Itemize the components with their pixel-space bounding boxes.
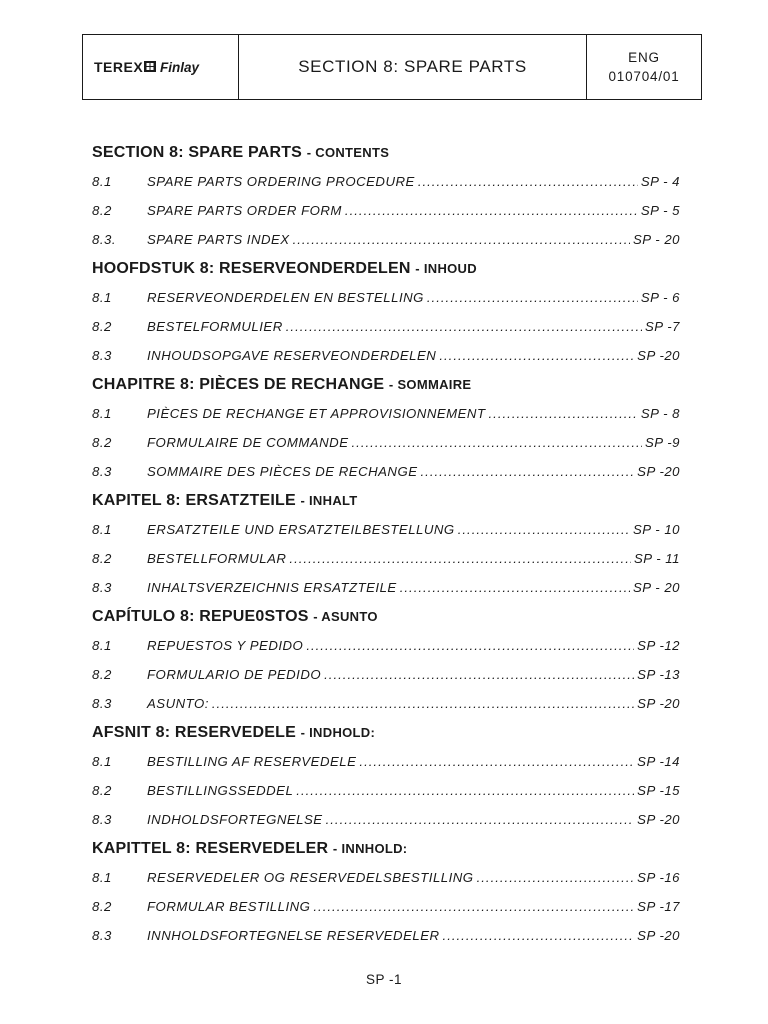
section-heading-subtitle: - ASUNTO — [313, 609, 378, 624]
toc-entry-number: 8.1 — [92, 522, 112, 537]
section-heading-subtitle: - INNHOLD: — [332, 841, 408, 856]
section-heading — [92, 254, 680, 283]
toc-entry-title: FORMULAIRE DE COMMANDE — [147, 435, 349, 450]
section-heading-title: KAPITEL 8: ERSATZTEILE — [92, 492, 296, 509]
toc-entry-page: SP - 6 — [640, 290, 680, 305]
toc-entry-number: 8.3 — [92, 580, 112, 595]
toc-entry-page: SP -17 — [637, 899, 680, 914]
toc-leader-dots — [400, 580, 630, 595]
toc-leader-dots — [212, 696, 634, 711]
toc-entry-title: ERSATZTEILE UND ERSATZTEILBESTELLUNG — [147, 522, 455, 537]
section-heading — [92, 138, 680, 167]
toc-entry-title: REPUESTOS Y PEDIDO — [147, 638, 304, 653]
toc-entry-title: SPARE PARTS INDEX — [147, 232, 290, 247]
toc-entry-title: SOMMAIRE DES PIÈCES DE RECHANGE — [147, 464, 418, 479]
toc-entry[interactable] — [92, 805, 680, 834]
toc-entry-page: SP -14 — [637, 754, 680, 769]
toc-leader-dots — [293, 232, 630, 247]
toc-entry[interactable] — [92, 660, 680, 689]
toc-entry-number: 8.2 — [92, 667, 112, 682]
toc-entry-title: SPARE PARTS ORDER FORM — [147, 203, 342, 218]
header-doc-code — [587, 35, 701, 99]
toc-leader-dots — [421, 464, 635, 479]
toc-entry-number: 8.3 — [92, 812, 112, 827]
toc-entry-number: 8.1 — [92, 754, 112, 769]
toc-entry-page: SP -15 — [637, 783, 680, 798]
toc-entry-title: INNHOLDSFORTEGNELSE RESERVEDELER — [147, 928, 440, 943]
toc-entry-page: SP -12 — [637, 638, 680, 653]
toc-entry-page: SP -20 — [637, 464, 680, 479]
toc-entry-title: FORMULARIO DE PEDIDO — [147, 667, 322, 682]
toc-entry[interactable] — [92, 631, 680, 660]
toc-leader-dots — [289, 551, 631, 566]
toc-entry-title: INHALTSVERZEICHNIS ERSATZTEILE — [147, 580, 397, 595]
toc-entry-page: SP -13 — [637, 667, 680, 682]
toc-entry-number: 8.1 — [92, 870, 112, 885]
toc-entry-page: SP -20 — [637, 928, 680, 943]
toc-entry[interactable] — [92, 747, 680, 776]
toc-entry[interactable] — [92, 225, 680, 254]
toc-entry-page: SP - 20 — [633, 232, 680, 247]
toc-entry-title: SPARE PARTS ORDERING PROCEDURE — [147, 174, 415, 189]
toc-leader-dots — [313, 899, 634, 914]
toc-entry-title: RESERVEDELER OG RESERVEDELSBESTILLING — [147, 870, 474, 885]
toc-entry-number: 8.1 — [92, 174, 112, 189]
toc-entry[interactable] — [92, 457, 680, 486]
toc-entry[interactable] — [92, 515, 680, 544]
page-number: SP -1 — [365, 972, 403, 987]
toc-leader-dots — [427, 290, 638, 305]
header-doc-number: 010704/01 — [608, 69, 680, 84]
toc-entry[interactable] — [92, 892, 680, 921]
section-heading-title: AFSNIT 8: RESERVEDELE — [92, 724, 296, 741]
toc-entry-page: SP - 10 — [633, 522, 680, 537]
section-heading-subtitle: - INHOUD — [415, 261, 477, 276]
toc-leader-dots — [477, 870, 635, 885]
toc-entry-title: BESTELLFORMULAR — [147, 551, 287, 566]
svg-text:TEREX: TEREX — [93, 59, 143, 75]
toc-entry[interactable] — [92, 341, 680, 370]
toc-leader-dots — [324, 667, 634, 682]
toc-entry-number: 8.3 — [92, 348, 112, 363]
toc-leader-dots — [489, 406, 638, 421]
section-heading — [92, 834, 680, 863]
toc-entry[interactable] — [92, 573, 680, 602]
toc-entry-page: SP -20 — [637, 812, 680, 827]
toc-entry-number: 8.1 — [92, 406, 112, 421]
toc-leader-dots — [306, 638, 634, 653]
toc-entry[interactable] — [92, 167, 680, 196]
toc-entry[interactable] — [92, 776, 680, 805]
section-heading-subtitle: - INDHOLD: — [300, 725, 376, 740]
toc-leader-dots — [286, 319, 642, 334]
section-heading-title: HOOFDSTUK 8: RESERVEONDERDELEN — [92, 260, 411, 277]
toc-entry-title: BESTILLINGSSEDDEL — [147, 783, 294, 798]
toc-leader-dots — [345, 203, 638, 218]
toc-entry-number: 8.3 — [92, 696, 112, 711]
toc-entry[interactable] — [92, 312, 680, 341]
toc-entry-title: PIÈCES DE RECHANGE ET APPROVISIONNEMENT — [147, 406, 486, 421]
section-heading-subtitle: - CONTENTS — [306, 145, 390, 160]
toc-entry-page: SP - 8 — [640, 406, 680, 421]
toc-entry[interactable] — [92, 863, 680, 892]
toc-leader-dots — [326, 812, 635, 827]
toc-entry-number: 8.3 — [92, 464, 112, 479]
toc-entry-page: SP -7 — [645, 319, 680, 334]
toc-entry-page: SP - 20 — [633, 580, 680, 595]
toc-leader-dots — [439, 348, 634, 363]
section-heading-title: CAPÍTULO 8: REPUE0STOS — [92, 608, 309, 625]
toc-entry-number: 8.3 — [92, 928, 112, 943]
toc-entry[interactable] — [92, 921, 680, 950]
toc-entry-page: SP - 11 — [633, 551, 680, 566]
toc-leader-dots — [359, 754, 634, 769]
toc-entry[interactable] — [92, 283, 680, 312]
toc-entry[interactable] — [92, 196, 680, 225]
toc-entry[interactable] — [92, 399, 680, 428]
toc-entry-title: ASUNTO: — [147, 696, 209, 711]
terex-finlay-logo — [83, 35, 239, 99]
toc-entry-title: BESTILLING AF RESERVEDELE — [147, 754, 357, 769]
toc-entry[interactable] — [92, 428, 680, 457]
toc-entry-page: SP -9 — [645, 435, 680, 450]
toc-leader-dots — [296, 783, 634, 798]
section-heading — [92, 370, 680, 399]
header-title: SECTION 8: SPARE PARTS — [239, 35, 587, 99]
page-header — [82, 34, 702, 100]
section-heading-title: KAPITTEL 8: RESERVEDELER — [92, 840, 329, 857]
toc-leader-dots — [418, 174, 638, 189]
toc-entry-number: 8.2 — [92, 551, 112, 566]
toc-entry-page: SP -20 — [637, 696, 680, 711]
section-heading-title: SECTION 8: SPARE PARTS — [92, 144, 303, 161]
header-language: ENG — [628, 50, 660, 65]
toc-entry-number: 8.2 — [92, 899, 112, 914]
toc-entry[interactable] — [92, 689, 680, 718]
logo-graphic — [92, 58, 230, 76]
section-heading — [92, 602, 680, 631]
toc-entry-page: SP - 4 — [640, 174, 680, 189]
section-heading — [92, 718, 680, 747]
table-of-contents — [92, 138, 680, 950]
toc-leader-dots — [443, 928, 635, 943]
svg-text:Finlay: Finlay — [159, 60, 199, 75]
toc-entry-number: 8.2 — [92, 203, 112, 218]
toc-entry[interactable] — [92, 544, 680, 573]
toc-entry-title: INHOUDSOPGAVE RESERVEONDERDELEN — [147, 348, 437, 363]
toc-entry-title: INDHOLDSFORTEGNELSE — [147, 812, 323, 827]
toc-entry-number: 8.2 — [92, 435, 112, 450]
toc-leader-dots — [352, 435, 643, 450]
section-heading — [92, 486, 680, 515]
toc-entry-number: 8.2 — [92, 319, 112, 334]
toc-entry-title: BESTELFORMULIER — [147, 319, 283, 334]
toc-entry-page: SP -20 — [637, 348, 680, 363]
section-heading-subtitle: - SOMMAIRE — [388, 377, 472, 392]
toc-entry-number: 8.3. — [92, 232, 116, 247]
toc-entry-number: 8.1 — [92, 638, 112, 653]
section-heading-subtitle: - INHALT — [300, 493, 358, 508]
section-heading-title: CHAPITRE 8: PIÈCES DE RECHANGE — [92, 376, 385, 393]
toc-entry-number: 8.2 — [92, 783, 112, 798]
toc-entry-number: 8.1 — [92, 290, 112, 305]
toc-entry-page: SP -16 — [637, 870, 680, 885]
toc-entry-page: SP - 5 — [640, 203, 680, 218]
toc-leader-dots — [458, 522, 630, 537]
toc-entry-title: FORMULAR BESTILLING — [147, 899, 311, 914]
toc-entry-title: RESERVEONDERDELEN EN BESTELLING — [147, 290, 424, 305]
